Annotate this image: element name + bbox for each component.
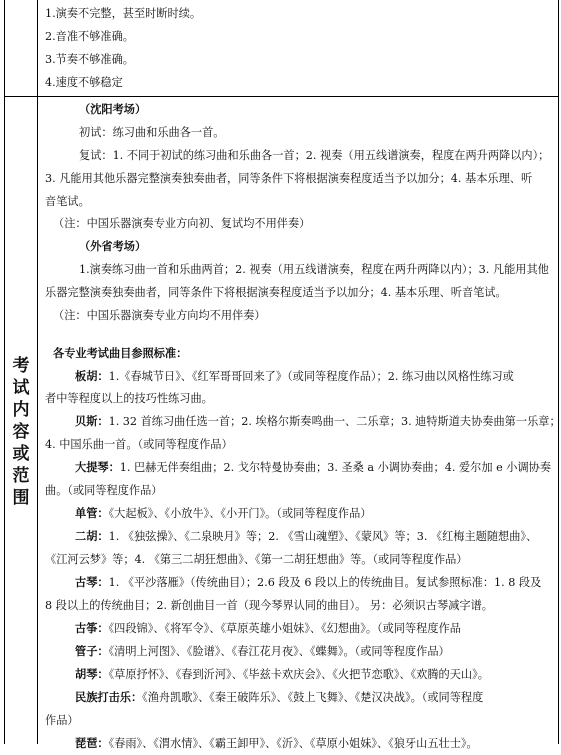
banhu-line-1: 板胡：1.《春城节日》、《红军哥哥回来了》（或同等程度作品）；2. 练习曲以风格性练习或 [75,369,514,383]
shenyang-heading: （沈阳考场） [79,102,147,116]
waisheng-heading: （外省考场） [79,239,147,253]
shenyang-chushi: 初试：练习曲和乐曲各一首。 [79,126,225,139]
pipa-name: 琵琶： [75,736,109,750]
erhu-line-1: 二胡：1. 《独弦操》、《二泉映月》等；2. 《雪山魂塑》、《蒙风》等；3. 《红梅主题随想曲》、 [75,529,538,543]
waisheng-line-1: 1.演奏练习曲一首和乐曲两首；2. 视奏（用五线谱演奏，程度在两升两降以内）；3. 凡能用其他 [79,263,549,276]
beisi-name: 贝斯： [75,414,109,428]
table-row-errors [5,0,558,97]
shenyang-note: （注：中国乐器演奏专业方向初、复试均不用伴奏） [53,217,311,230]
guanzi-name: 管子： [75,644,109,658]
guzheng-name: 古筝： [75,621,109,635]
beisi-line-2: 4. 中国乐曲一首。（或同等程度作品） [45,438,233,451]
huqin-line-1: 胡琴：《草原抒怀》、《春到沂河》、《毕兹卡欢庆会》、《火把节恋歌》、《欢腾的天山》。 [75,667,489,681]
guzheng-line-1: 古筝：《四段锦》、《将军令》、《草原英雄小姐妹》、《幻想曲》。（或同等程度作品 [75,621,461,635]
row-label-cell [5,97,38,744]
danguan-line-1: 单管：《大起板》、《小放牛》、《小开门》。（或同等程度作品） [75,506,372,520]
waisheng-note: （注：中国乐器演奏专业方向均不用伴奏） [53,309,266,322]
beisi-line-1: 贝斯：1. 32 首练习曲任选一首；2. 埃格尔斯奏鸣曲一、二乐章；3. 迪特斯道夫协奏曲第一乐章； [75,414,561,428]
section-label: 考试内容或范围 [12,356,30,508]
guanzi-line-1: 管子：《清明上河图》、《脸谱》、《春江花月夜》、《蝶舞》。（或同等程度作品） [75,644,450,658]
waisheng-line-2: 乐器完整演奏独奏曲者，同等条件下将根据演奏程度适当予以加分；4. 基本乐理、听音笔试。 [45,286,507,299]
row-label-cell-empty [5,0,38,96]
danguan-name: 单管： [75,506,109,520]
daji-name: 民族打击乐： [75,690,143,704]
error-item-1: 1.演奏不完整，甚至时断时续。 [45,7,202,20]
guqin-line-1: 古琴：1. 《平沙落雁》（传统曲目）；2.6 段及 6 段以上的传统曲目。复试参照标准：1. 8 段及 [75,575,542,589]
banhu-name: 板胡： [75,369,109,383]
guqin-name: 古琴： [75,575,109,589]
table-row-content [5,97,561,750]
daji-line-2: 作品） [45,714,79,727]
erhu-line-2: 《江河云梦》等；4. 《第三二胡狂想曲》、《第一二胡狂想曲》等。（或同等程度作品） [45,553,468,566]
error-item-2: 2.音准不够准确。 [45,30,134,43]
shenyang-fushi-2: 3. 凡能用其他乐器完整演奏独奏曲者，同等条件下将根据演奏程度适当予以加分；4. 基本乐理、听 [45,172,533,185]
banhu-line-2: 者中等程度以上的技巧性练习曲。 [45,392,213,405]
pipa-line-1: 琵琶：《春雨》、《渭水情》、《霸王卸甲》、《沂》、《草原小姐妹》、《狼牙山五壮士》。 [75,736,478,750]
shenyang-fushi-3: 音笔试。 [45,195,90,208]
datiqin-line-1: 大提琴：1. 巴赫无伴奏组曲；2. 戈尔特曼协奏曲；3. 圣桑 a 小调协奏曲；4. 爱尔加 e 小调协奏 [75,460,552,474]
error-item-3: 3.节奏不够准确。 [45,53,134,66]
datiqin-name: 大提琴： [75,460,120,474]
datiqin-line-2: 曲。（或同等程度作品） [45,484,163,497]
guqin-line-2: 8 段以上的传统曲目；2. 新创曲目一首（现今琴界认同的曲目）。 另：必须识古琴减字谱。 [45,599,493,612]
erhu-name: 二胡： [75,529,109,543]
error-item-4: 4.速度不够稳定 [45,76,123,89]
huqin-name: 胡琴： [75,667,109,681]
exam-table [4,0,561,750]
standards-heading: 各专业考试曲目参照标准： [53,346,188,360]
shenyang-fushi-1: 复试：1. 不同于初试的练习曲和乐曲各一首；2. 视奏（用五线谱演奏，程度在两升两降以内）； [79,149,550,162]
daji-line-1: 民族打击乐：《渔舟凯歌》、《秦王破阵乐》、《鼓上飞舞》、《楚汉决战》。（或同等程度 [75,690,484,704]
